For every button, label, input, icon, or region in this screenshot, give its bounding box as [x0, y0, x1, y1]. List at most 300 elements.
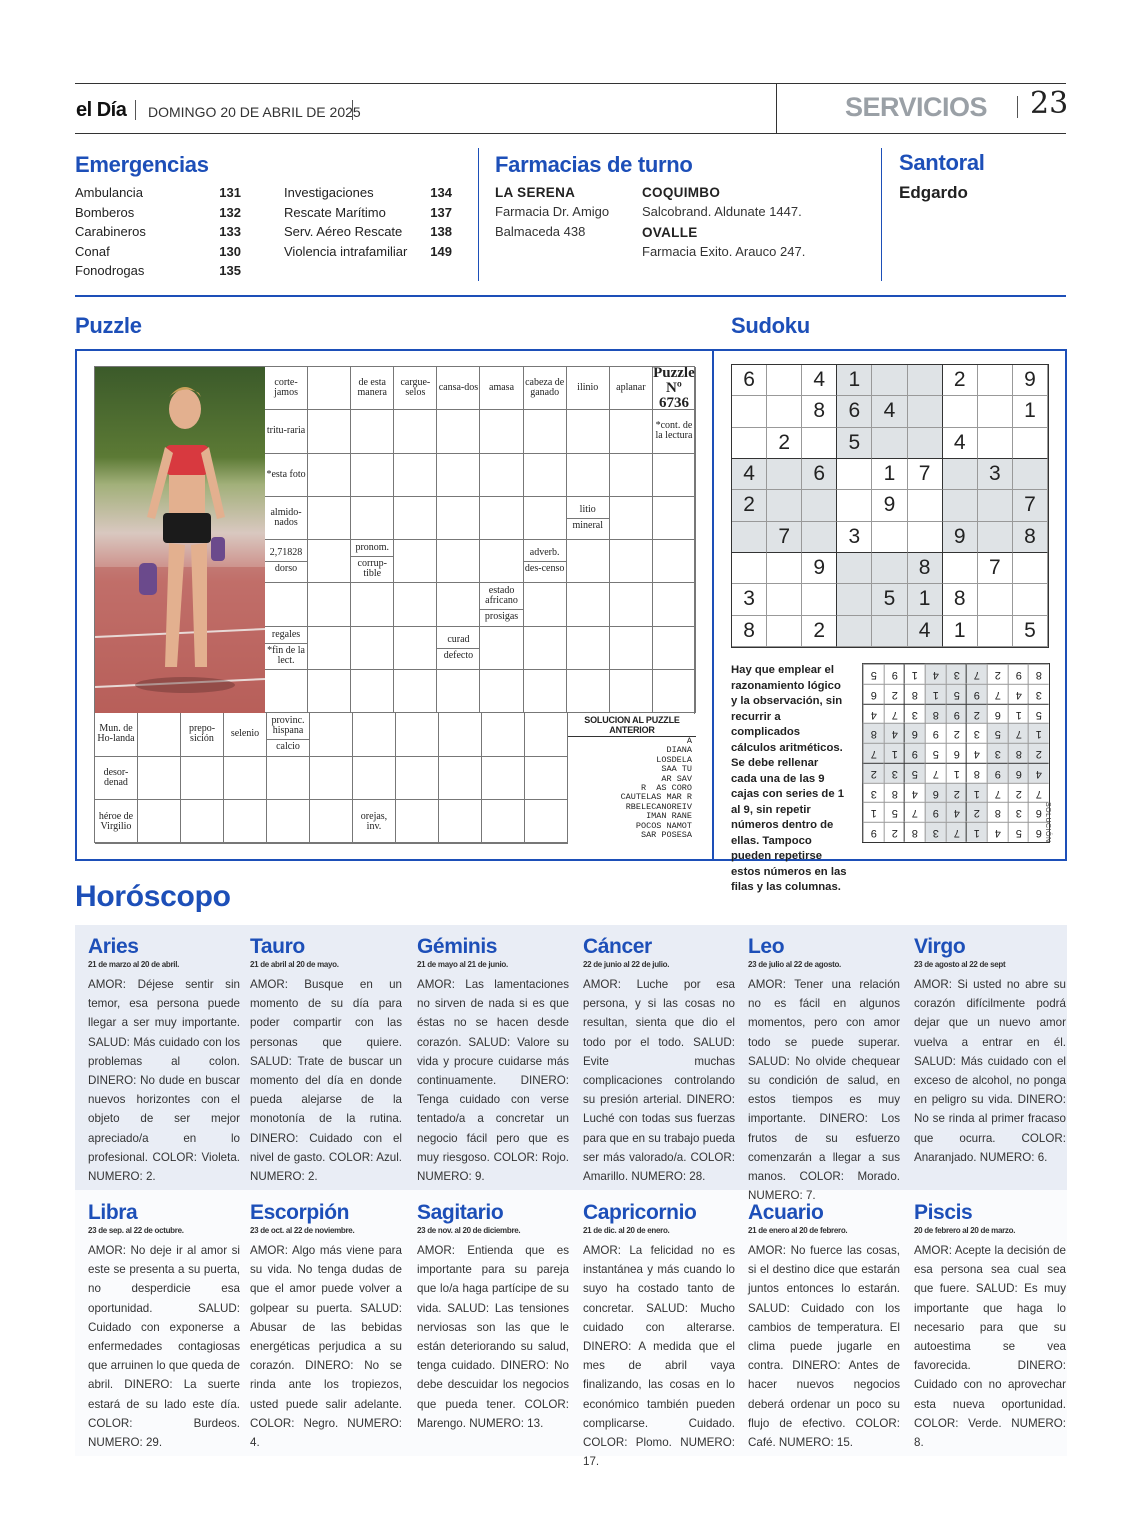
sudoku-cell[interactable]	[767, 459, 802, 490]
sign-dates: 21 de marzo al 20 de abril.	[88, 960, 180, 969]
sudoku-solution-cell: 6	[925, 783, 946, 803]
crossword-cell[interactable]	[351, 670, 394, 713]
crossword-cell[interactable]	[439, 713, 482, 757]
crossword-cell[interactable]	[308, 497, 351, 540]
sudoku-solution-cell: 7	[904, 802, 925, 822]
column-divider	[478, 148, 479, 281]
clue-text: litio	[579, 503, 596, 515]
clue-text: pronom.	[355, 542, 390, 554]
clue-text: ilinio	[577, 382, 599, 394]
solution-title: SOLUCION AL PUZZLE ANTERIOR	[568, 714, 696, 737]
sudoku-cell: 9	[872, 490, 907, 521]
sign-text: AMOR: No fuerce las cosas, si el destino dice que estarán juntos entonces lo estarán. SALUD: Cuidado con los cambios de temperatura. El clima puede jugarle en contra. DINERO: Antes de hacer nuevos negocios deberá ordenar un poco su flujo de efectivo. COLOR: Café. NUMERO: 15.	[748, 1244, 900, 1450]
crossword-cell[interactable]	[482, 800, 525, 844]
crossword-clue	[437, 367, 480, 410]
emergencias-title: Emergencias	[75, 152, 209, 177]
sudoku-cell[interactable]	[767, 396, 802, 427]
crossword-clue	[480, 583, 523, 626]
crossword-cell[interactable]	[138, 800, 181, 844]
solution-line: AR SAV	[661, 773, 692, 784]
crossword-cell[interactable]	[610, 410, 653, 453]
emergency-number: 130	[219, 243, 241, 259]
sudoku-cell: 4	[732, 459, 767, 490]
sign-dates: 21 de dic. al 20 de enero.	[583, 1226, 670, 1235]
crossword-cell[interactable]	[653, 454, 696, 497]
clue-text: prepo-sición	[188, 723, 216, 745]
sudoku-cell[interactable]	[978, 428, 1013, 459]
crossword-clue	[610, 367, 653, 410]
sudoku-solution-cell: 9	[987, 763, 1008, 783]
crossword-cell[interactable]	[610, 454, 653, 497]
crossword-cell[interactable]	[394, 454, 437, 497]
sudoku-cell: 2	[732, 490, 767, 521]
sudoku-cell[interactable]	[802, 428, 837, 459]
crossword-cell[interactable]	[437, 410, 480, 453]
crossword-cell[interactable]	[480, 670, 523, 713]
emergency-service: Conaf	[75, 243, 110, 259]
sudoku-cell[interactable]	[767, 584, 802, 615]
header-top-rule	[75, 83, 1066, 84]
sudoku-cell[interactable]	[978, 584, 1013, 615]
sudoku-cell[interactable]	[837, 584, 872, 615]
sudoku-solution-cell: 4	[925, 664, 946, 684]
crossword-cell[interactable]	[224, 757, 267, 801]
sudoku-cell[interactable]	[872, 428, 907, 459]
crossword-cell[interactable]	[310, 757, 353, 801]
sudoku-cell[interactable]	[732, 396, 767, 427]
sign-name: Libra	[88, 1201, 138, 1224]
sudoku-cell[interactable]	[732, 522, 767, 553]
sign-dates: 22 de junio al 22 de julio.	[583, 960, 670, 969]
crossword-clue	[351, 540, 394, 583]
emergency-number: 138	[430, 224, 452, 239]
sudoku-solution-cell: 6	[863, 684, 884, 704]
crossword-cell[interactable]	[265, 583, 308, 626]
clue-text: cabeza de ganado	[525, 377, 565, 399]
sudoku-solution-cell: 6	[904, 723, 925, 743]
sudoku-cell[interactable]	[872, 616, 907, 647]
sudoku-cell[interactable]	[1013, 428, 1048, 459]
crossword-cell[interactable]	[394, 410, 437, 453]
crossword-cell[interactable]	[138, 713, 181, 757]
athlete-photo	[95, 367, 265, 713]
sudoku-solution-cell: 8	[1028, 664, 1049, 684]
horoscope-sign	[583, 935, 735, 1186]
sudoku-cell[interactable]	[837, 459, 872, 490]
sudoku-cell: 5	[837, 428, 872, 459]
clue-text: *fin de la lect.	[265, 643, 307, 666]
crossword-cell[interactable]	[351, 454, 394, 497]
crossword-cell[interactable]	[310, 713, 353, 757]
sudoku-cell[interactable]	[908, 396, 943, 427]
crossword-cell[interactable]	[437, 670, 480, 713]
crossword-cell[interactable]	[396, 757, 439, 801]
horoscope-sign	[88, 935, 240, 1186]
sudoku-cell[interactable]	[908, 365, 943, 396]
horoscope-sign	[417, 1201, 569, 1433]
sudoku-cell[interactable]	[1013, 584, 1048, 615]
crossword-cell[interactable]	[480, 410, 523, 453]
clue-text: cansa-dos	[438, 382, 479, 394]
crossword-cell[interactable]	[610, 497, 653, 540]
sudoku-solution-cell: 3	[904, 704, 925, 724]
crossword-clue	[265, 627, 308, 670]
sudoku-cell[interactable]	[802, 522, 837, 553]
farmacia-name: Farmacia Dr. Amigo	[495, 204, 610, 219]
sudoku-cell: 1	[908, 584, 943, 615]
sudoku-solution-cell: 8	[966, 763, 987, 783]
crossword-cell[interactable]	[480, 627, 523, 670]
crossword-cell[interactable]	[525, 757, 568, 801]
sudoku-cell[interactable]	[872, 365, 907, 396]
crossword-cell[interactable]	[437, 454, 480, 497]
emergency-row	[75, 183, 241, 203]
athlete-illustration	[95, 367, 265, 713]
crossword-cell[interactable]	[267, 757, 310, 801]
sudoku-solution-cell: 3	[884, 763, 905, 783]
crossword-cell[interactable]	[653, 497, 696, 540]
sudoku-cell: 5	[872, 584, 907, 615]
solution-line: IMAN RANE	[646, 811, 692, 822]
clue-text: héroe de Virgilio	[98, 810, 134, 832]
crossword-cell[interactable]	[480, 497, 523, 540]
sudoku-solution-cell: 1	[1008, 704, 1029, 724]
crossword-clue	[265, 410, 308, 453]
crossword-clue	[265, 497, 308, 540]
sign-dates: 23 de julio al 22 de agosto.	[748, 960, 841, 969]
crossword-cell[interactable]	[437, 540, 480, 583]
crossword-clue	[437, 627, 480, 670]
crossword-clue	[351, 367, 394, 410]
sign-text: AMOR: Busque en un momento de su día para poder compartir con las personas que quiere. SALUD: Trate de buscar un momento del día en donde pueda alejarse de la monotonía de la rutina. DINERO: Cuidado con el nivel de gasto. COLOR: Azul. NUMERO: 2.	[250, 978, 402, 1184]
sudoku-solution-cell: 4	[966, 743, 987, 763]
sudoku-cell[interactable]	[978, 490, 1013, 521]
sudoku-solution-cell: 6	[946, 743, 967, 763]
emergency-number: 135	[219, 263, 241, 278]
sudoku-cell: 6	[837, 396, 872, 427]
sudoku-solution-cell: 1	[904, 664, 925, 684]
sudoku-solution-cell: 3	[1028, 684, 1049, 704]
crossword-clue	[95, 713, 138, 757]
crossword-cell[interactable]	[567, 454, 610, 497]
emergency-service: Investigaciones	[284, 185, 374, 200]
clue-text: *cont. de la lectura	[655, 420, 693, 442]
sudoku-solution-cell: 8	[904, 822, 925, 842]
puzzle-title: Puzzle	[75, 313, 142, 338]
sudoku-solution-cell: 6	[987, 704, 1008, 724]
sudoku-solution-cell: 2	[884, 684, 905, 704]
crossword-cell[interactable]	[308, 367, 351, 410]
crossword-cell[interactable]	[653, 670, 696, 713]
clue-text: mineral	[567, 518, 609, 531]
sign-name: Piscis	[914, 1201, 973, 1224]
crossword-cell[interactable]	[610, 670, 653, 713]
crossword-cell[interactable]	[310, 800, 353, 844]
sudoku-cell: 2	[943, 365, 978, 396]
sudoku-solution-cell: 5	[925, 743, 946, 763]
crossword-cell[interactable]	[351, 497, 394, 540]
crossword-cell[interactable]	[308, 583, 351, 626]
horoscope-sign	[914, 935, 1066, 1167]
crossword-puzzle	[94, 366, 695, 843]
horoscope-sign	[88, 1201, 240, 1452]
sudoku-cell[interactable]	[1013, 459, 1048, 490]
sudoku-solution-grid	[862, 663, 1050, 843]
crossword-cell[interactable]	[439, 757, 482, 801]
crossword-cell[interactable]	[394, 627, 437, 670]
crossword-clue	[567, 367, 610, 410]
sign-name: Tauro	[250, 935, 305, 958]
sudoku-solution-cell: 8	[1008, 743, 1029, 763]
sudoku-cell: 5	[1013, 616, 1048, 647]
crossword-cell[interactable]	[267, 800, 310, 844]
sudoku-solution-cell: 2	[946, 723, 967, 743]
crossword-clue	[265, 454, 308, 497]
crossword-cell[interactable]	[610, 627, 653, 670]
sudoku-solution-cell: 2	[1008, 783, 1029, 803]
crossword-clue	[95, 800, 138, 844]
sign-text: AMOR: Acepte la decisión de esa persona sea cual sea que fuere. SALUD: Es muy importante que haga lo necesario para que su autoestima se vea favorecida. DINERO: Cuidado con no aprovechar esta nueva oportunidad. COLOR: Verde. NUMERO: 8.	[914, 1244, 1066, 1450]
crossword-cell[interactable]	[524, 627, 567, 670]
sudoku-solution-cell: 7	[987, 684, 1008, 704]
solution-label: SOLUCIÓN	[1044, 802, 1051, 843]
crossword-clue	[480, 367, 523, 410]
sudoku-cell[interactable]	[943, 396, 978, 427]
city-label: LA SERENA	[495, 185, 576, 200]
crossword-cell[interactable]	[480, 454, 523, 497]
sudoku-solution-cell: 4	[1008, 684, 1029, 704]
clue-text: regales	[271, 628, 301, 640]
sudoku-cell[interactable]	[732, 553, 767, 584]
sudoku-solution-cell: 4	[946, 802, 967, 822]
crossword-cell[interactable]	[396, 713, 439, 757]
clue-text: orejas, inv.	[360, 810, 388, 832]
crossword-cell[interactable]	[308, 627, 351, 670]
crossword-cell[interactable]	[353, 757, 396, 801]
crossword-cell[interactable]	[653, 627, 696, 670]
emergency-number: 149	[430, 243, 452, 259]
solution-line: POCOS NAMOT	[635, 820, 692, 831]
emergency-row	[284, 242, 452, 262]
sudoku-cell[interactable]	[802, 584, 837, 615]
sign-name: Aries	[88, 935, 139, 958]
crossword-cell[interactable]	[308, 540, 351, 583]
crossword-cell[interactable]	[610, 540, 653, 583]
sudoku-cell[interactable]	[908, 490, 943, 521]
emergencias-list-1	[75, 183, 241, 281]
crossword-cell[interactable]	[567, 627, 610, 670]
sudoku-cell: 3	[978, 459, 1013, 490]
farmacia-name: Farmacia Exito. Arauco 247.	[642, 244, 806, 259]
crossword-cell[interactable]	[265, 670, 308, 713]
sudoku-cell[interactable]	[908, 522, 943, 553]
crossword-cell[interactable]	[353, 713, 396, 757]
sign-dates: 20 de febrero al 20 de marzo.	[914, 1226, 1016, 1235]
emergency-service: Bomberos	[75, 204, 135, 220]
previous-solution	[568, 714, 696, 844]
header-date: DOMINGO 20 DE ABRIL DE 2025	[148, 104, 361, 120]
sign-dates: 23 de sep. al 22 de octubre.	[88, 1226, 184, 1235]
crossword-cell[interactable]	[351, 583, 394, 626]
solution-line: SAR POSESA	[640, 830, 692, 841]
crossword-cell[interactable]	[525, 713, 568, 757]
crossword-cell[interactable]	[181, 800, 224, 844]
crossword-cell[interactable]	[567, 670, 610, 713]
sudoku-cell[interactable]	[943, 459, 978, 490]
sudoku-cell[interactable]	[978, 522, 1013, 553]
crossword-cell[interactable]	[394, 583, 437, 626]
farmacia-coquimbo-ovalle	[642, 185, 862, 262]
sudoku-cell: 8	[1013, 522, 1048, 553]
sudoku-cell[interactable]	[767, 490, 802, 521]
crossword-clue	[95, 757, 138, 801]
clue-text: tritu-raria	[266, 425, 306, 437]
column-divider	[881, 148, 882, 281]
sudoku-cell[interactable]	[943, 490, 978, 521]
sudoku-cell: 2	[802, 616, 837, 647]
crossword-cell[interactable]	[224, 800, 267, 844]
crossword-cell[interactable]	[181, 757, 224, 801]
crossword-cell	[653, 367, 696, 410]
crossword-cell[interactable]	[394, 497, 437, 540]
sudoku-solution-cell: 4	[987, 822, 1008, 842]
sudoku-solution-cell: 9	[904, 743, 925, 763]
emergency-service: Violencia intrafamiliar	[284, 243, 408, 259]
crossword-cell[interactable]	[525, 800, 568, 844]
sudoku-solution-cell: 2	[863, 763, 884, 783]
emergency-row	[75, 203, 241, 223]
sudoku-cell[interactable]	[908, 428, 943, 459]
header-divider	[776, 83, 777, 133]
sudoku-solution-cell: 7	[863, 743, 884, 763]
crossword-cell[interactable]	[524, 410, 567, 453]
sudoku-cell[interactable]	[837, 616, 872, 647]
sudoku-cell[interactable]	[767, 365, 802, 396]
crossword-cell[interactable]	[567, 583, 610, 626]
crossword-clue	[567, 497, 610, 540]
crossword-cell[interactable]	[308, 454, 351, 497]
sudoku-solution-cell: 4	[1028, 763, 1049, 783]
sudoku-solution-cell: 1	[966, 822, 987, 842]
sudoku-solution-cell: 1	[1028, 723, 1049, 743]
crossword-cell[interactable]	[524, 583, 567, 626]
clue-text: prosigas	[480, 609, 522, 622]
sudoku-solution-cell: 2	[884, 822, 905, 842]
sudoku-cell[interactable]	[978, 365, 1013, 396]
sign-dates: 23 de agosto al 22 de sept	[914, 960, 1006, 969]
sign-dates: 23 de nov. al 20 de diciembre.	[417, 1226, 521, 1235]
sign-name: Escorpión	[250, 1201, 350, 1224]
sudoku-cell: 3	[837, 522, 872, 553]
sudoku-solution-cell: 5	[1008, 822, 1029, 842]
sudoku-cell: 7	[908, 459, 943, 490]
sudoku-cell[interactable]	[767, 553, 802, 584]
crossword-cell[interactable]	[524, 670, 567, 713]
sudoku-cell[interactable]	[872, 522, 907, 553]
crossword-clue	[224, 713, 267, 757]
crossword-cell[interactable]	[567, 410, 610, 453]
sudoku-solution-cell: 5	[884, 802, 905, 822]
crossword-cell[interactable]	[138, 757, 181, 801]
crossword-cell[interactable]	[524, 454, 567, 497]
crossword-cell[interactable]	[653, 583, 696, 626]
crossword-cell[interactable]	[394, 670, 437, 713]
sudoku-solution-cell: 5	[987, 723, 1008, 743]
sudoku-cell: 1	[943, 616, 978, 647]
clue-text: amasa	[489, 382, 515, 394]
sudoku-cell[interactable]	[837, 490, 872, 521]
solution-line: RBELECANOREIV	[625, 801, 692, 812]
sudoku-cell[interactable]	[837, 553, 872, 584]
sudoku-solution-cell: 2	[1028, 743, 1049, 763]
sudoku-solution-cell: 8	[925, 704, 946, 724]
header-divider	[1017, 96, 1018, 118]
sign-text: AMOR: Déjese sentir sin temor, esa persona puede llegar a ser muy importante. SALUD: Más cuidado con los problemas al colon. DINERO: No dude en buscar nuevos horizontes con el objeto de ser mejor apreciado/a en lo profesional. COLOR: Violeta. NUMERO: 2.	[88, 978, 240, 1184]
sudoku-cell: 8	[908, 553, 943, 584]
sudoku-solution-cell: 1	[966, 783, 987, 803]
section-rule	[75, 295, 1066, 297]
sudoku-solution-cell: 5	[904, 763, 925, 783]
sudoku-cell[interactable]	[943, 553, 978, 584]
sign-text: AMOR: Entienda que es importante para su pareja que lo/a haga partícipe de su vida. SALUD: Las tensiones nerviosas son las que le están deteriorando su salud, tenga cuidado. DINERO: No debe descuidar los negocios que pueda tener. COLOR: Marengo. NUMERO: 13.	[417, 1244, 569, 1430]
crossword-clue	[265, 540, 308, 583]
crossword-cell[interactable]	[524, 497, 567, 540]
farmacia-address: Balmaceda 438	[495, 224, 586, 239]
crossword-cell[interactable]	[567, 540, 610, 583]
sudoku-cell[interactable]	[732, 428, 767, 459]
sign-name: Cáncer	[583, 935, 652, 958]
sudoku-cell[interactable]	[1013, 553, 1048, 584]
sudoku-cell[interactable]	[872, 553, 907, 584]
sudoku-cell: 7	[767, 522, 802, 553]
crossword-cell[interactable]	[396, 800, 439, 844]
crossword-cell[interactable]	[482, 713, 525, 757]
crossword-cell[interactable]	[308, 410, 351, 453]
sign-text: AMOR: Tener una relación no es fácil en algunos momentos, pero con amor todo se puede superar. SALUD: No olvide chequear su condición de salud, en estos tiempos es muy importante. DINERO: Los frutos de su esfuerzo comenzarán a llegar a sus manos. COLOR: Morado. NUMERO: 7.	[748, 978, 900, 1203]
clue-text: dorso	[265, 561, 307, 574]
crossword-cell[interactable]	[482, 757, 525, 801]
crossword-cell[interactable]	[394, 540, 437, 583]
sudoku-cell[interactable]	[767, 616, 802, 647]
emergency-row	[75, 261, 241, 281]
farmacia-name: Salcobrand. Aldunate 1447.	[642, 204, 802, 219]
crossword-cell[interactable]	[351, 627, 394, 670]
sudoku-cell: 1	[837, 365, 872, 396]
sudoku-cell[interactable]	[978, 616, 1013, 647]
clue-text: Mun. de Ho-landa	[97, 723, 135, 745]
crossword-cell[interactable]	[308, 670, 351, 713]
sign-name: Capricornio	[583, 1201, 697, 1224]
crossword-cell[interactable]	[437, 497, 480, 540]
sudoku-solution-cell: 9	[946, 704, 967, 724]
crossword-cell[interactable]	[439, 800, 482, 844]
sudoku-solution-cell: 4	[863, 704, 884, 724]
sign-name: Acuario	[748, 1201, 824, 1224]
sudoku-cell[interactable]	[802, 490, 837, 521]
crossword-cell[interactable]	[351, 410, 394, 453]
sudoku-cell: 4	[943, 428, 978, 459]
crossword-clue	[653, 410, 696, 453]
sudoku-solution-cell: 1	[863, 802, 884, 822]
sudoku-cell[interactable]	[978, 396, 1013, 427]
crossword-cell[interactable]	[480, 540, 523, 583]
crossword-cell[interactable]	[437, 583, 480, 626]
sign-name: Géminis	[417, 935, 498, 958]
crossword-cell[interactable]	[610, 583, 653, 626]
sudoku-solution-cell: 3	[1008, 802, 1029, 822]
sudoku-solution-cell: 8	[863, 723, 884, 743]
crossword-cell[interactable]	[653, 540, 696, 583]
